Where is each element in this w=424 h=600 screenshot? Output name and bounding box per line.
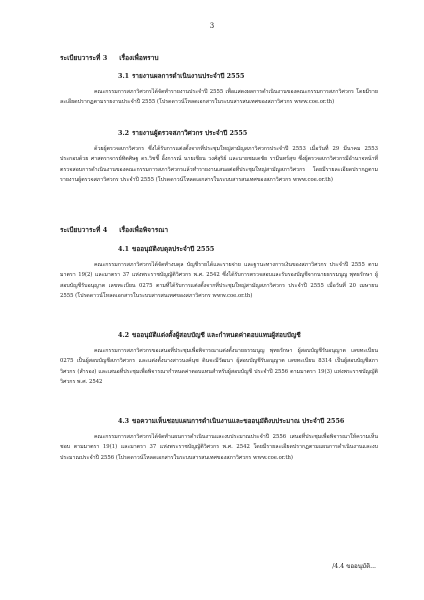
agenda-4-heading	[60, 224, 378, 235]
item-4-1-heading: 4.1 ขออนุมัติงบดุลประจำปี 2555	[118, 245, 215, 253]
page-number: 3	[209, 22, 215, 30]
item-3-2-paragraph: ด้วยผู้ตรวจสภาวิศวกร ซึ่งได้รับการแต่งตั้งจากที่ประชุมใหญ่สามัญสภาวิศวกรประจำปี 2553 เมื่อวันที่ 29 มีนาคม 2553 ประกอบด้วย ศาสตราจารย์ทิตศิษฐ ดร.วิชชี้ อิ้งการณ์ นายเชียน วงศ์สุริย์ และนายชมเดชัย รามีนทร์สุข ซึ่งผู้ตรวจสภาวิศวกรมีอำนาจหน้าที่ตรวจสอบการดำเนินงานของคณะกรรมการสภาวิศวกรแล้วทำรายงานเสนอต่อที่ประชุมใหญ่สามัญสภาวิศวกร โดยมีรายละเอียดปรากฏตามรายงานผู้ตรวจสภาวิศวกร ประจำปี 2555 (โปรดดาวน์โหลดเอกสารในระบบสารสนเทศของสภาวิศวกร www.coe.or.th)	[60, 146, 378, 184]
item-4-2-paragraph: คณะกรรมการสภาวิศวกรขอเสนอที่ประชุมเพื่อพิจารณาแต่งตั้งนายธรรมนูญ พุทธรักษา ผู้สอบบัญชีรับอนุญาต เลขทะเบียน 0275 เป็นผู้สอบบัญชีสภาวิศวกร และแต่งตั้งนางสาวนงค์นุช ดินจะมีวัฒนา ผู้สอบบัญชีรับอนุญาต เลขทะเบียน 8314 เป็นผู้สอบบัญชีสภาวิศวกร (สำรอง) และเสนอที่ประชุมเพื่อพิจารณากำหนดค่าตอบแทนสำหรับผู้สอบบัญชี ประจำปี 2556 ตามมาตรา 19(3) แห่งพระราชบัญญัติวิศวกร พ.ศ. 2542	[60, 348, 378, 386]
agenda-3-heading	[60, 52, 378, 63]
agenda-3-label: ระเบียบวาระที่ 3	[60, 54, 108, 62]
item-4-1-paragraph: คณะกรรมการสภาวิศวกรได้จัดทำงบดุล บัญชีรายได้และรายจ่าย และฐานะทางการเงินของสภาวิศวกร ประจำปี 2555 ตามมาตรา 19(2) และมาตรา 37 แห่งพระราชบัญญัติวิศวกร พ.ศ. 2542 ซึ่งได้รับการตรวจสอบและรับรองบัญชีจากนายธรรมนูญ พุทธรักษา ผู้สอบบัญชีรับอนุญาต เลขทะเบียน 0275 ตามที่ได้รับการแต่งตั้งจากที่ประชุมใหญ่สามัญสภาวิศวกร ประจำปี 2555 เมื่อวันที่ 20 เมษายน 2555 (โปรดดาวน์โหลดเอกสารในระบบสารสนเทศของสภาวิศวกร www.coe.or.th)	[60, 262, 378, 300]
item-3-1-paragraph: คณะกรรมการสภาวิศวกรได้จัดทำรายงานประจำปี 2555 เพื่อแสดงผลการดำเนินงานของคณะกรรมการสภาวิศวกร โดยมีรายละเอียดปรากฏตามรายงานประจำปี 2555 (โปรดดาวน์โหลดเอกสารในระบบสารสนเทศของสภาวิศวกร www.coe.or.th)	[60, 89, 378, 106]
agenda-4-label: ระเบียบวาระที่ 4	[60, 226, 108, 234]
item-4-3-paragraph: คณะกรรมการสภาวิศวกรได้จัดทำแผนการดำเนินงานและงบประมาณประจำปี 2556 เสนอที่ประชุมเพื่อพิจารณาให้ความเห็นชอบ ตามมาตรา 19(1) และมาตรา 37 แห่งพระราชบัญญัติวิศวกร พ.ศ. 2542 โดยมีรายละเอียดปรากฏตามแผนการดำเนินงานและงบประมาณประจำปี 2556 (โปรดดาวน์โหลดเอกสารในระบบสารสนเทศของสภาวิศวกร www.coe.or.th)	[60, 434, 378, 461]
item-4-3-heading: 4.3 ขอความเห็นชอบแผนการดำเนินงานและขออนุมัติงบประมาณ ประจำปี 2556	[118, 417, 345, 425]
item-3-2-heading: 3.2 รายงานผู้ตรวจสภาวิศวกร ประจำปี 2555	[118, 129, 248, 137]
agenda-4-title: เรื่องเพื่อพิจารณา	[119, 226, 169, 234]
agenda-3-title: เรื่องเพื่อทราบ	[119, 54, 159, 62]
continuation-note: /4.4 ขออนุมัติ...	[332, 563, 376, 570]
item-3-1-heading: 3.1 รายงานผลการดำเนินงานประจำปี 2555	[118, 72, 245, 80]
item-4-2-heading: 4.2 ขออนุมัติแต่งตั้งผู้สอบบัญชี และกำหนดค่าตอบแทนผู้สอบบัญชี	[118, 331, 301, 339]
